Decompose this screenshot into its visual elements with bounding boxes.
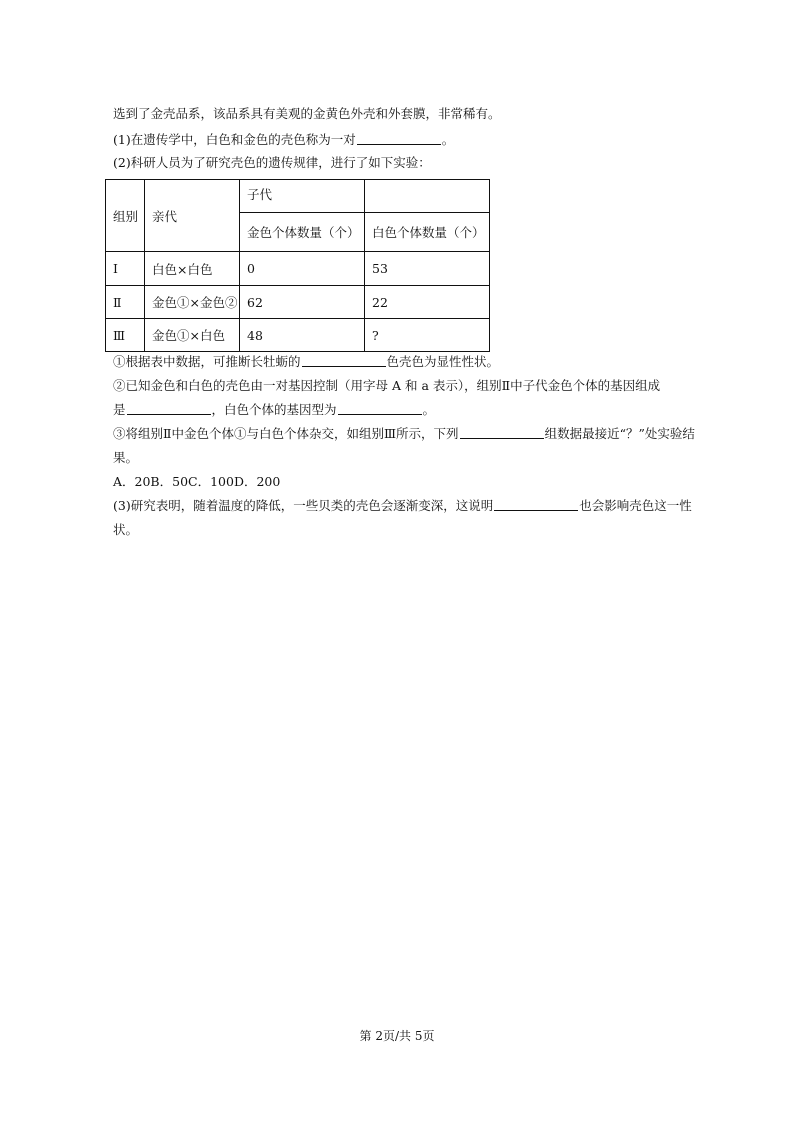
cell-group: Ⅰ bbox=[106, 252, 145, 286]
experiment-table bbox=[105, 179, 490, 352]
table-row bbox=[106, 252, 490, 286]
question-2-1 bbox=[113, 354, 499, 370]
answer-blank-4[interactable] bbox=[338, 402, 422, 415]
answer-blank-1[interactable] bbox=[357, 132, 441, 145]
question-2-3-line2: 果。 bbox=[113, 450, 139, 465]
page-footer: 第 2页/共 5页 bbox=[359, 1029, 435, 1043]
cell-gold: 48 bbox=[240, 319, 365, 352]
cell-group: Ⅱ bbox=[106, 286, 145, 319]
question-3-text-end: 也会影响壳色这一性 bbox=[579, 498, 692, 513]
cell-gold: 0 bbox=[240, 252, 365, 286]
question-2-2-text-a: 是 bbox=[113, 402, 126, 417]
question-2-3-text-end: 组数据最接近“？”处实验结 bbox=[544, 426, 695, 441]
cell-parent: 白色×白色 bbox=[145, 252, 240, 286]
table-row bbox=[106, 286, 490, 319]
question-2-3-line1 bbox=[113, 426, 695, 442]
cell-white: ? bbox=[365, 319, 490, 352]
question-2-2-line2 bbox=[113, 402, 435, 418]
intro-text: 选到了金壳品系，该品系具有美观的金黄色外壳和外套膜，非常稀有。 bbox=[113, 106, 501, 121]
question-2-2-text-b: ，白色个体的基因型为 bbox=[211, 402, 337, 417]
cell-group: Ⅲ bbox=[106, 319, 145, 352]
answer-blank-5[interactable] bbox=[460, 426, 544, 439]
header-empty bbox=[365, 180, 490, 213]
cell-white: 53 bbox=[365, 252, 490, 286]
question-1 bbox=[113, 132, 454, 148]
answer-blank-6[interactable] bbox=[494, 498, 578, 511]
table-row bbox=[106, 319, 490, 352]
answer-blank-3[interactable] bbox=[127, 402, 211, 415]
question-1-end: 。 bbox=[441, 132, 455, 147]
header-group: 组别 bbox=[106, 180, 145, 252]
header-offspring: 子代 bbox=[240, 180, 365, 213]
question-2-1-end: 色壳色为显性性状。 bbox=[386, 354, 500, 369]
header-parent: 亲代 bbox=[145, 180, 240, 252]
header-white-count: 白色个体数量（个） bbox=[365, 213, 490, 252]
cell-gold: 62 bbox=[240, 286, 365, 319]
question-2-2-line1: ②已知金色和白色的壳色由一对基因控制（用字母 A 和 a 表示），组别Ⅱ中子代金色个体的基因组成 bbox=[113, 378, 661, 393]
question-2-1-text: ①根据表中数据，可推断长牡蛎的 bbox=[113, 354, 301, 369]
header-gold-count: 金色个体数量（个） bbox=[240, 213, 365, 252]
question-1-text: (1)在遗传学中，白色和金色的壳色称为一对 bbox=[113, 132, 356, 147]
question-2-3-text: ③将组别Ⅱ中金色个体①与白色个体杂交，如组别Ⅲ所示，下列 bbox=[113, 426, 459, 441]
answer-blank-2[interactable] bbox=[302, 354, 386, 367]
question-3-line1 bbox=[113, 498, 692, 514]
question-2-intro: (2)科研人员为了研究壳色的遗传规律，进行了如下实验： bbox=[113, 155, 431, 170]
question-3-line2: 状。 bbox=[113, 522, 139, 537]
cell-parent: 金色①×白色 bbox=[145, 319, 240, 352]
question-2-2-end: 。 bbox=[422, 402, 436, 417]
answer-options: A．20B．50C．100D．200 bbox=[113, 474, 281, 489]
cell-white: 22 bbox=[365, 286, 490, 319]
question-3-text: (3)研究表明，随着温度的降低，一些贝类的壳色会逐渐变深，这说明 bbox=[113, 498, 494, 513]
cell-parent: 金色①×金色② bbox=[145, 286, 240, 319]
